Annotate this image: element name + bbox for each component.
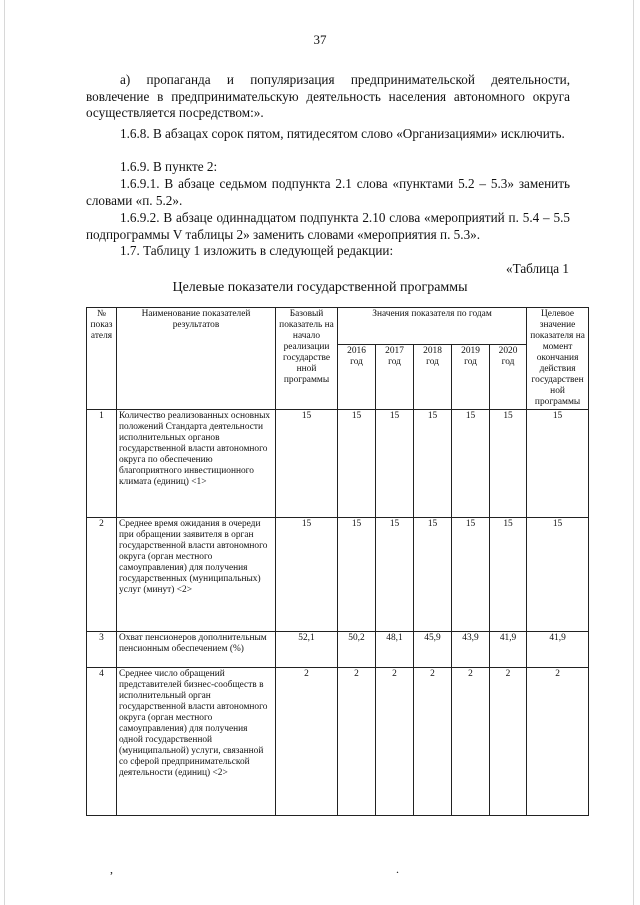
row-value: 50,2 (338, 632, 376, 668)
row-value: 15 (338, 518, 376, 632)
scan-edge-left (4, 0, 5, 905)
indicators-table (86, 307, 589, 816)
row-value: 15 (490, 518, 527, 632)
page-number: 37 (313, 32, 327, 47)
header-num: № показ ателя (87, 308, 117, 410)
row-value: 15 (376, 518, 414, 632)
row-value: 43,9 (452, 632, 490, 668)
row-base: 2 (276, 668, 338, 816)
table-row (87, 410, 589, 518)
header-base: Базовый показатель на начало реализации государстве нной программы (276, 308, 338, 410)
paragraph-1-6-8: 1.6.8. В абзацах сорок пятом, пятидесятом слово «Организациями» исключить. (120, 126, 565, 141)
row-name: Охват пенсионеров дополнительным пенсионным обеспечением (%) (117, 632, 276, 668)
row-target: 15 (527, 518, 589, 632)
table-label: «Таблица 1 (506, 261, 569, 276)
row-num: 4 (87, 668, 117, 816)
row-base: 52,1 (276, 632, 338, 668)
header-year: 2017 год (376, 344, 414, 409)
paragraph-1-6-9: 1.6.9. В пункте 2: (120, 159, 218, 174)
row-value: 2 (452, 668, 490, 816)
row-value: 15 (452, 410, 490, 518)
row-value: 2 (338, 668, 376, 816)
row-target: 2 (527, 668, 589, 816)
row-name: Среднее время ожидания в очереди при обращении заявителя в орган государственной власти автономного округа (орган местного самоуправления) для получения государственных (муниципальных) услуг (минут) <2> (117, 518, 276, 632)
row-value: 15 (376, 410, 414, 518)
row-value: 15 (338, 410, 376, 518)
table-title: Целевые показатели государственной программы (172, 280, 468, 295)
row-value: 2 (376, 668, 414, 816)
header-year: 2016 год (338, 344, 376, 409)
row-value: 48,1 (376, 632, 414, 668)
paragraph-propaganda: а) пропаганда и популяризация предпринимательской деятельности, вовлечение в предпринимательскую деятельность населения автономного округа осуществляется посредством:». (86, 72, 570, 120)
header-year: 2018 год (414, 344, 452, 409)
row-base: 15 (276, 518, 338, 632)
header-name: Наименование показателей результатов (117, 308, 276, 410)
row-target: 41,9 (527, 632, 589, 668)
scan-edge-right (633, 0, 634, 905)
footer-mark: , (110, 862, 113, 876)
row-base: 15 (276, 410, 338, 518)
row-name: Количество реализованных основных положений Стандарта деятельности исполнительных органов государственной власти автономного округа по обеспечению благоприятного инвестиционного климата (единиц) <1> (117, 410, 276, 518)
row-value: 2 (414, 668, 452, 816)
row-value: 15 (452, 518, 490, 632)
row-num: 2 (87, 518, 117, 632)
row-num: 3 (87, 632, 117, 668)
table-row (87, 518, 589, 632)
table-row (87, 632, 589, 668)
paragraph-1-6-9-2: 1.6.9.2. В абзаце одиннадцатом подпункта 2.10 слова «мероприятий п. 5.4 – 5.5 подпрограммы V таблицы 2» заменить словами «мероприятия п. 5.3». (86, 210, 570, 242)
row-value: 15 (414, 410, 452, 518)
table-row (87, 668, 589, 816)
row-name: Среднее число обращений представителей бизнес-сообществ в исполнительный орган государственной власти автономного округа (орган местного самоуправления) для получения одной государственной (муниципальной) услуги, связанной со сферой предпринимательской деятельности (единиц) <2> (117, 668, 276, 816)
row-value: 41,9 (490, 632, 527, 668)
row-value: 15 (490, 410, 527, 518)
footer-mark: . (396, 862, 399, 876)
paragraph-1-7: 1.7. Таблицу 1 изложить в следующей редакции: (120, 243, 394, 258)
row-value: 2 (490, 668, 527, 816)
header-years-group: Значения показателя по годам (338, 308, 527, 345)
row-num: 1 (87, 410, 117, 518)
header-year: 2019 год (452, 344, 490, 409)
paragraph-1-6-9-1: 1.6.9.1. В абзаце седьмом подпункта 2.1 слова «пунктами 5.2 – 5.3» заменить словами «п. 5.2». (86, 176, 570, 208)
row-target: 15 (527, 410, 589, 518)
row-value: 15 (414, 518, 452, 632)
header-target: Целевое значение показателя на момент окончания действия государствен ной программы (527, 308, 589, 410)
row-value: 45,9 (414, 632, 452, 668)
header-year: 2020 год (490, 344, 527, 409)
